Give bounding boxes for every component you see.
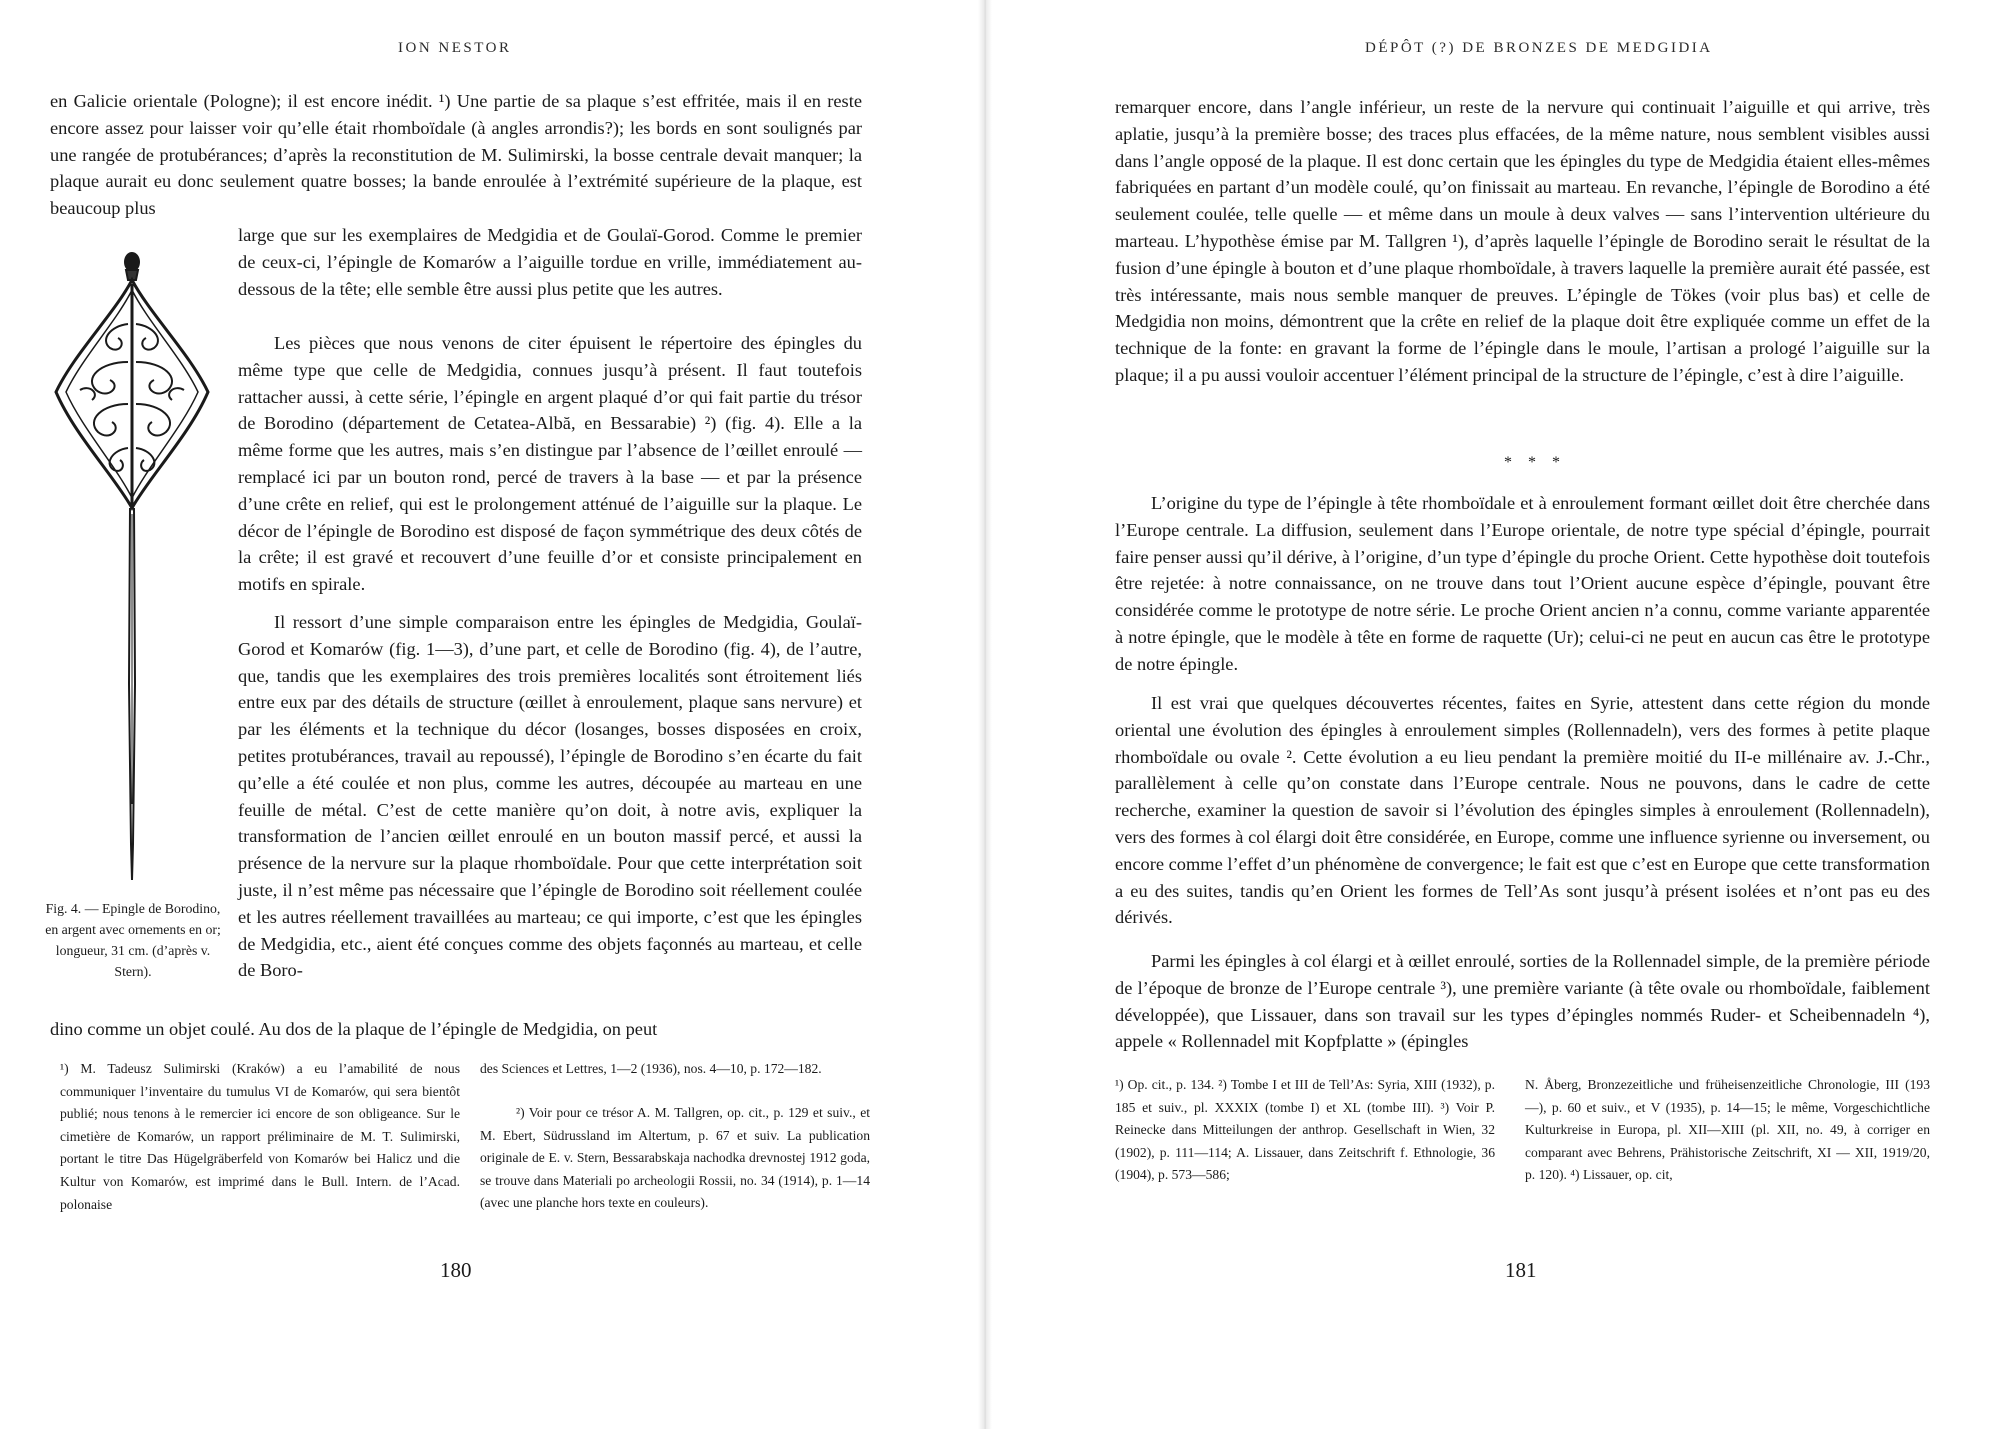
footnote: ²) Voir pour ce trésor A. M. Tallgren, op. cit., p. 129 et suiv., et M. Ebert, Südrussland im Altertum, p. 67 et suiv. La publication originale de E. v. Stern, Bessarabskaja nachodka drevnostej 1912 goda, se trouve dans Materiali po archeologii Rossii, no. 34 (1914), p. 1—14 (avec une planche hors texte en couleurs). — [480, 1105, 870, 1211]
footnote: des Sciences et Lettres, 1—2 (1936), nos. 4—10, p. 172—182. — [480, 1061, 822, 1076]
page-number: 180 — [440, 1258, 472, 1282]
paragraph: Il ressort d’une simple comparaison entre les épingles de Medgidia, Goulaï-Gorod et Komarów (fig. 1—3), d’une part, et celle de Borodino (fig. 4), de l’autre, que, tandis que les exemplaires des trois premières localités sont étroitement liés entre eux par des détails de structure (œillet à enroulement, plaque sans nervure) et par les éléments et la technique du décor (losanges, bosses disposées en croix, petites protubérances, travail au repoussé), l’épingle de Borodino s’en écarte du fait qu’elle a été coulée et non plus, comme les autres, découpée au marteau en une feuille de métal. C’est de cette manière qu’on doit, à notre avis, expliquer la transformation de l’ancien œillet enroulé en un bouton massif percé, et aussi la présence de la nervure sur la plaque rhomboïdale. Pour que cette interprétation soit juste, il n’est même pas nécessaire que l’épingle de Borodino soit réellement coulée et les autres réellement travaillées au marteau; ce qui importe, c’est que les épingles de Medgidia, etc., aient été conçues comme des objets façonnés au marteau, et celle de Boro- — [238, 612, 862, 981]
running-head: DÉPÔT (?) DE BRONZES DE MEDGIDIA — [1365, 40, 1713, 56]
paragraph: Parmi les épingles à col élargi et à œillet enroulé, sorties de la Rollennadel simple, de la première période de l’époque de bronze de l’Europe centrale ³), une première variante (à tête ovale ou rhomboïdale, faiblement développée), que Lissauer, dans son travail sur les types d’épingles nommés Ruder- et Scheibennadeln ⁴), appele « Rollennadel mit Kopfplatte » (épingles — [1115, 951, 1930, 1052]
paragraph: Il est vrai que quelques découvertes récentes, faites en Syrie, attestent dans cette région du monde oriental une évolution des épingles à enroulement simples (Rollennadeln), vers des formes à petite plaque rhomboïdale ou ovale ². Cette évolution a eu lieu pendant la première moitié du II-e millénaire av. J.-Chr., parallèlement à celle qu’on constate dans l’Europe centrale. Nous ne pouvons, dans le cadre de cette recherche, examiner la question de savoir si l’évolution des épingles simples à enroulement (Rollennadeln), vers des formes à col élargi doit être considérée, en Europe, comme une influence syrienne ou inversement, ou encore comme l’effet d’un phénomène de convergence; le fait est que c’est en Europe que cette transformation a eu des suites, tandis qu’en Orient les formes de Tell’As sont jusqu’à présent isolées et n’ont pas eu des dérivés. — [1115, 693, 1930, 928]
footnote: ¹) Op. cit., p. 134. ²) Tombe I et III de Tell’As: Syria, XIII (1932), p. 185 et suiv., pl. XXXIX (tombe I) et XL (tombe III). ³) Voir P. Reinecke dans Mitteilungen der anthrop. Gesellschaft in Wien, 32 (1902), p. 111—114; A. Lissauer, dans Zeitschrift f. Ethnologie, 36 (1904), p. 573—586; — [1115, 1077, 1495, 1183]
left-page — [0, 0, 985, 1429]
running-head: ION NESTOR — [398, 40, 512, 56]
page-number: 181 — [1505, 1258, 1537, 1282]
footnote: N. Åberg, Bronzezeitliche und früheisenzeitliche Chronologie, III (193—), p. 60 et suiv., et V (1935), p. 14—15; le même, Vorgeschichtliche Kulturkreise in Europa, pl. XII—XIII (pl. XII, no. 49, à corriger en comparant avec Behrens, Prähistorische Zeitschrift, XI — XII, 1919/20, p. 120). ⁴) Lissauer, op. cit, — [1525, 1077, 1930, 1183]
figure-caption: Fig. 4. — Epingle de Borodino, en argent avec ornements en or; longueur, 31 cm. (d’après v. Stern). — [45, 901, 221, 979]
paragraph: Les pièces que nous venons de citer épuisent le répertoire des épingles du même type que celle de Medgidia, connues jusqu’à présent. Il faut toutefois rattacher aussi, à cette série, l’épingle en argent plaqué d’or qui fait partie du trésor de Borodino (département de Cetatea-Albă, en Bessarabie) ²) (fig. 4). Elle a la même forme que les autres, mais s’en distingue par l’absence de l’œillet enroulé — remplacé ici par un bouton rond, percé de travers à la base — et par la présence d’une crête en relief, qui est le prolongement atténué de l’aiguille sur la plaque. Le décor de l’épingle de Borodino est disposé de façon symmétrique des deux côtés de la crête; il est gravé et recouvert d’une feuille d’or et consiste principalement en motifs en spirale. — [238, 333, 862, 595]
footnote: ¹) M. Tadeusz Sulimirski (Kraków) a eu l’amabilité de nous communiquer l’inventaire du tumulus VI de Komarów, qui sera bientôt publié; nous tenons à le remercier ici encore de son obligeance. Sur le cimetière de Komarów, un rapport préliminaire de M. T. Sulimirski, portant le titre Das Hügelgräberfeld von Komarów bei Halicz und die Kultur von Komarów, est imprimé dans le Bull. Intern. de l’Acad. polonaise — [60, 1061, 460, 1212]
section-break: * * * — [1504, 454, 1566, 471]
paragraph: L’origine du type de l’épingle à tête rhomboïdale et à enroulement formant œillet doit être cherchée dans l’Europe centrale. La diffusion, seulement dans l’Europe orientale, de notre type spécial d’épingle, pourrait faire penser aussi qu’il dérive, à l’origine, d’un type d’épingle du proche Orient. Cette hypothèse doit toutefois être rejetée: à notre connaissance, on ne trouve dans tout l’Orient aucune espèce d’épingle, pouvant être considérée comme le prototype de notre série. Le proche Orient ancien n’a connu, comme variante apparentée à notre épingle, que le modèle à tête en forme de raquette (Ur); celui-ci ne peut en aucun cas être le prototype de notre épingle. — [1115, 493, 1930, 674]
paragraph: en Galicie orientale (Pologne); il est encore inédit. ¹) Une partie de sa plaque s’est effritée, mais il en reste encore assez pour laisser voir qu’elle était rhomboïdale (à angles arrondis?); les bords en sont soulignés par une rangée de protubérances; d’après la reconstitution de M. Sulimirski, la bosse centrale devait manquer; la plaque aurait eu donc seulement quatre bosses; la bande enroulée à l’extrémité supérieure de la plaque, est beaucoup plus — [50, 91, 862, 219]
pin-illustration — [50, 244, 215, 884]
paragraph: dino comme un objet coulé. Au dos de la plaque de l’épingle de Medgidia, on peut — [50, 1019, 658, 1039]
paragraph: remarquer encore, dans l’angle inférieur, un reste de la nervure qui continuait l’aiguille et qui arrive, très aplatie, jusqu’à la première bosse; des traces plus effacées, de la même nature, nous semblent visibles aussi dans l’angle opposé de la plaque. Il est donc certain que les épingles du type de Medgidia étaient elles-mêmes fabriquées en partant d’un modèle coulé, qu’on finissait au marteau. En revanche, l’épingle de Borodino a été seulement coulée, telle quelle — et même dans un moule à deux valves — sans l’intervention ultérieure du marteau. L’hypothèse émise par M. Tallgren ¹), d’après laquelle l’épingle de Borodino serait le résultat de la fusion d’une épingle à bouton et d’une plaque rhomboïdale, à travers laquelle la première aurait été passée, est très intéressante, mais nous semble manquer de preuves. L’épingle de Tökes (voir plus bas) et celle de Medgidia non moins, démontrent que la crête en relief de la plaque doit être expliquée comme un effet de la technique de la fonte: en gravant la forme de l’épingle dans le moule, l’artisan a prologé l’aiguille sur la plaque; il a pu aussi vouloir accentuer l’élément principal de la structure de l’épingle, c’est à dire l’aiguille. — [1115, 97, 1930, 385]
paragraph: large que sur les exemplaires de Medgidia et de Goulaï-Gorod. Comme le premier de ceux-ci, l’épingle de Komarów a l’aiguille tordue en vrille, immédiatement au-dessous de la tête; elle semble être aussi plus petite que les autres. — [238, 225, 862, 299]
right-page — [985, 0, 2000, 1429]
